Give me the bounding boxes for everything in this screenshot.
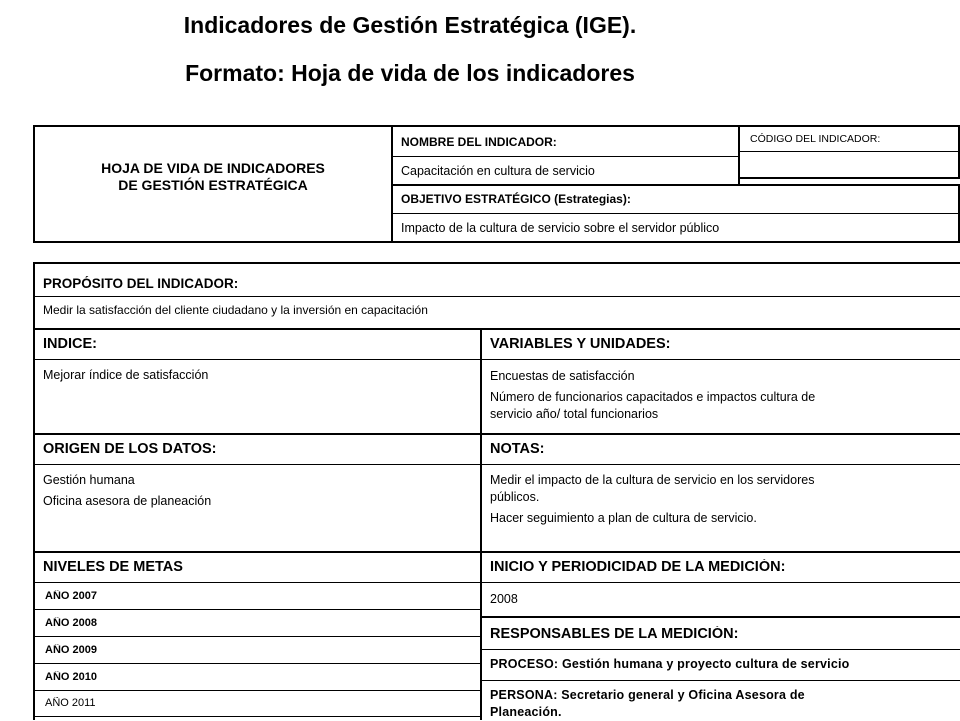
page-title: Indicadores de Gestión Estratégica (IGE). — [183, 12, 637, 38]
meta-year-2009: AÑO 2009 — [45, 644, 97, 656]
meta-year-2007: AÑO 2007 — [45, 590, 97, 602]
responsables-proceso: PROCESO: Gestión humana y proyecto cultura de servicio — [490, 657, 850, 671]
responsables-persona-line1: PERSONA: Secretario general y Oficina Asesora de — [490, 688, 805, 702]
origen-value — [43, 472, 473, 510]
variables-line1: Encuestas de satisfacción — [490, 369, 635, 383]
indice-label: INDICE: — [43, 336, 97, 352]
responsables-label: RESPONSABLES DE LA MEDICIÓN: — [490, 626, 739, 642]
proposito-label: PROPÓSITO DEL INDICADOR: — [43, 276, 239, 291]
nombre-indicador-box — [391, 125, 740, 186]
page-subtitle: Formato: Hoja de vida de los indicadores — [185, 60, 635, 86]
variables-value — [490, 368, 950, 423]
codigo-indicador-label: CÓDIGO DEL INDICADOR: — [750, 133, 881, 145]
notas-line2: públicos. — [490, 490, 540, 504]
indice-value: Mejorar índice de satisfacción — [43, 368, 209, 382]
meta-year-2010: AÑO 2010 — [45, 671, 97, 683]
hoja-de-vida-line2: DE GESTIÓN ESTRATÉGICA — [118, 177, 308, 193]
inicio-label: INICIO Y PERIODICIDAD DE LA MEDICIÓN: — [490, 559, 786, 575]
objetivo-estrategico-value: Impacto de la cultura de servicio sobre el servidor público — [401, 221, 720, 235]
nombre-indicador-value: Capacitación en cultura de servicio — [401, 164, 595, 178]
objetivo-estrategico-box — [391, 184, 960, 243]
origen-line1: Gestión humana — [43, 473, 135, 487]
indicator-form — [33, 262, 960, 720]
notas-line1: Medir el impacto de la cultura de servicio en los servidores — [490, 473, 815, 487]
notas-label: NOTAS: — [490, 441, 545, 457]
meta-year-2011: AÑO 2011 — [45, 697, 96, 709]
responsables-persona-line2: Planeación. — [490, 705, 562, 719]
meta-year-2008: AÑO 2008 — [45, 617, 97, 629]
origen-label: ORIGEN DE LOS DATOS: — [43, 441, 217, 457]
hoja-de-vida-line1: HOJA DE VIDA DE INDICADORES — [101, 160, 325, 176]
metas-label: NIVELES DE METAS — [43, 559, 183, 575]
proposito-value: Medir la satisfacción del cliente ciudadano y la inversión en capacitación — [43, 303, 428, 317]
nombre-indicador-label: NOMBRE DEL INDICADOR: — [401, 135, 557, 149]
codigo-indicador-box — [738, 125, 960, 179]
notas-value — [490, 472, 950, 527]
responsables-persona — [490, 687, 950, 721]
hoja-de-vida-box — [33, 125, 393, 243]
variables-line3: servicio año/ total funcionarios — [490, 407, 659, 421]
objetivo-estrategico-label: OBJETIVO ESTRATÉGICO (Estrategias): — [401, 192, 631, 206]
variables-label: VARIABLES Y UNIDADES: — [490, 336, 671, 352]
inicio-value: 2008 — [490, 592, 518, 606]
origen-line2: Oficina asesora de planeación — [43, 494, 212, 508]
notas-line3: Hacer seguimiento a plan de cultura de servicio. — [490, 511, 757, 525]
variables-line2: Número de funcionarios capacitados e impactos cultura de — [490, 390, 816, 404]
